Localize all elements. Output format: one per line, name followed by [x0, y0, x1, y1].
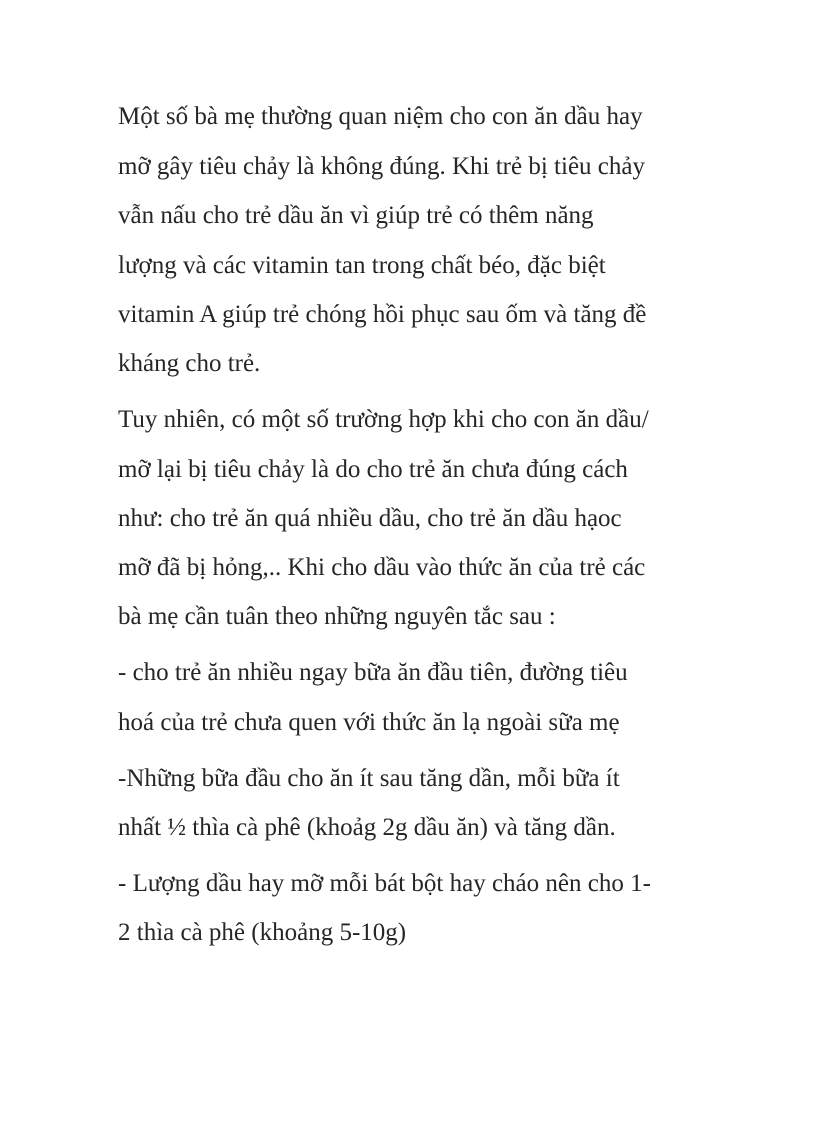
text-line: - Lượng dầu hay mỡ mỗi bát bột hay cháo nên cho 1-	[118, 870, 651, 897]
text-line: lượng và các vitamin tan trong chất béo, đặc biệt	[118, 252, 606, 279]
text-line: kháng cho trẻ.	[118, 350, 261, 377]
text-line: hoá của trẻ chưa quen với thức ăn lạ ngoài sữa mẹ	[118, 709, 620, 736]
text-line: -Những bữa đầu cho ăn ít sau tăng dần, mỗi bữa ít	[118, 765, 620, 792]
text-line: vẫn nấu cho trẻ dầu ăn vì giúp trẻ có thêm năng	[118, 202, 594, 229]
text-line: mỡ lại bị tiêu chảy là do cho trẻ ăn chưa đúng cách	[118, 456, 628, 483]
text-line: vitamin A giúp trẻ chóng hồi phục sau ốm và tăng đề	[118, 301, 647, 328]
text-line: bà mẹ cần tuân theo những nguyên tắc sau :	[118, 603, 556, 630]
text-line: như: cho trẻ ăn quá nhiều dầu, cho trẻ ăn dầu hạoc	[118, 505, 622, 532]
text-line: mỡ gây tiêu chảy là không đúng. Khi trẻ bị tiêu chảy	[118, 153, 645, 180]
text-line: Một số bà mẹ thường quan niệm cho con ăn dầu hay	[118, 103, 643, 130]
text-line: 2 thìa cà phê (khoảng 5-10g)	[118, 919, 407, 946]
text-line: - cho trẻ ăn nhiều ngay bữa ăn đầu tiên, đường tiêu	[118, 659, 628, 686]
text-line: mỡ đã bị hỏng,.. Khi cho dầu vào thức ăn của trẻ các	[118, 554, 646, 581]
text-line: Tuy nhiên, có một số trường hợp khi cho con ăn dầu/	[118, 406, 649, 433]
text-line: nhất ½ thìa cà phê (khoảg 2g dầu ăn) và tăng dần.	[118, 814, 616, 841]
